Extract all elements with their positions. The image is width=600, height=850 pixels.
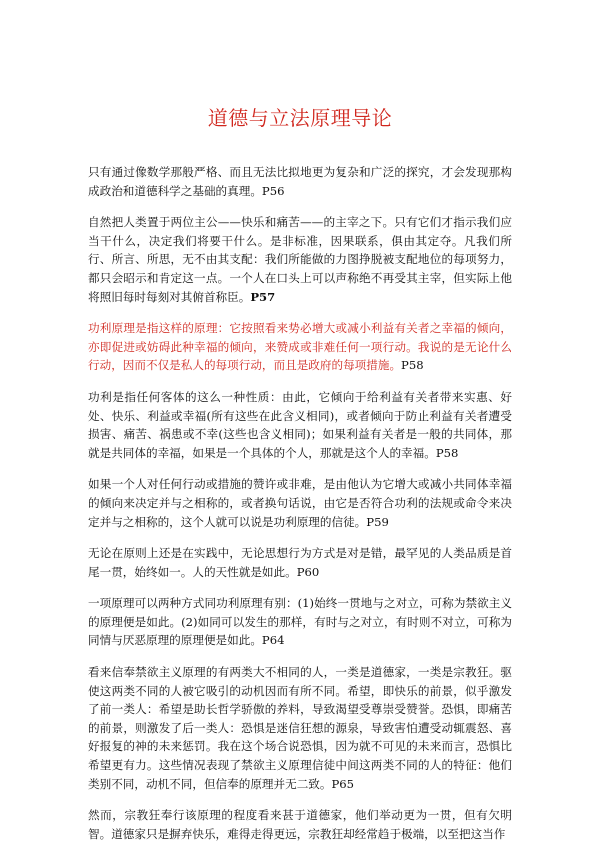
page-reference: P60 [296,564,320,579]
paragraph-text: 如果一个人对任何行动或措施的赞许或非难，是由他认为它增大或减小共同体幸福的倾向来决定并与之相称的，或者换句话说，由它是否符合功利的法规或命令来决定并与之相称的，这个人就可以说是功利原理的信徒。 [88,477,512,529]
paragraph-4 [88,388,512,462]
paragraph-text: 只有通过像数学那般严格、而且无法比拟地更为复杂和广泛的探究，才会发现那构成政治和道德科学之基础的真理。 [88,165,512,198]
page-reference: P65 [331,776,355,791]
paragraph-7 [88,594,512,650]
paragraph-text: 看来信奉禁欲主义原理的有两类大不相同的人，一类是道德家，一类是宗教狂。驱使这两类不同的人被它吸引的动机因而有所不同。希望，即快乐的前景，似乎激发了前一类人：希望是助长哲学骄傲的养料，导致渴望受尊崇受赞誉。恐惧，即痛苦的前景，则激发了后一类人：恐惧是迷信狂想的源泉，导致害怕遭受动辄震怒、喜好报复的神的未来惩罚。我在这个场合说恐惧，因为就不可见的未来而言，恐惧比希望更有力。这些情况表现了禁欲主义原理信徒中间这两类不同的人的特征：他们类别不同，动机不同，但信奉的原理并无二致。 [88,665,512,791]
page-reference: P56 [261,183,285,198]
paragraph-9 [88,806,512,843]
page-reference: P64 [261,633,285,648]
paragraph-2 [88,213,512,306]
page-reference: P57 [250,289,276,304]
page-reference: P59 [366,514,389,529]
paragraph-5 [88,475,512,531]
paragraph-text: 一项原理可以两种方式同功利原理有别：(1)始终一贯地与之对立，可称为禁欲主义的原理便是如此。(2)如同可以发生的那样，有时与之对立，有时则不对立，可称为同情与厌恶原理的原理便是如此。 [88,596,512,648]
paragraph-8 [88,663,512,793]
paragraph-text: 然而，宗教狂奉行该原理的程度看来甚于道德家，他们举动更为一贯，但有欠明智。道德家只是摒弃快乐，难得走得更远，宗教狂却经常趋于极端，以至把这当作 [88,808,512,841]
paragraph-text: 自然把人类置于两位主公——快乐和痛苦——的主宰之下。只有它们才指示我们应当干什么，决定我们将要干什么。是非标准，因果联系，俱由其定夺。凡我们所行、所言、所思，无不由其支配：我们所能做的力图挣脱被支配地位的每项努力，都只会昭示和肯定这一点。一个人在口头上可以声称绝不再受其主宰，但实际上他将照旧每时每刻对其俯首称臣。 [88,215,512,304]
page-reference: P58 [435,445,459,460]
document-title: 道德与立法原理导论 [207,106,393,130]
page-reference: P58 [401,358,424,373]
paragraph-text: 功利是指任何客体的这么一种性质：由此，它倾向于给利益有关者带来实惠、好处、快乐、利益或幸福(所有这些在此含义相同)，或者倾向于防止利益有关者遭受损害、痛苦、祸患或不幸(这些也含义相同)；如果利益有关者是一般的共同体，那就是共同体的幸福，如果是一个具体的个人，那就是这个人的幸福。 [88,389,512,460]
paragraph-text: 无论在原则上还是在实践中，无论思想行为方式是对是错，最罕见的人类品质是首尾一贯，始终如一。人的天性就是如此。 [88,546,512,579]
paragraph-1 [88,163,512,200]
paragraph-text: 功利原理是指这样的原理：它按照看来势必增大或减小利益有关者之幸福的倾向，亦即促进或妨碍此种幸福的倾向，来赞成或非难任何一项行动。我说的是无论什么行动，因而不仅是私人的每项行动，而且是政府的每项措施。 [88,321,512,373]
paragraph-3-highlighted [88,319,512,375]
paragraph-6 [88,544,512,581]
